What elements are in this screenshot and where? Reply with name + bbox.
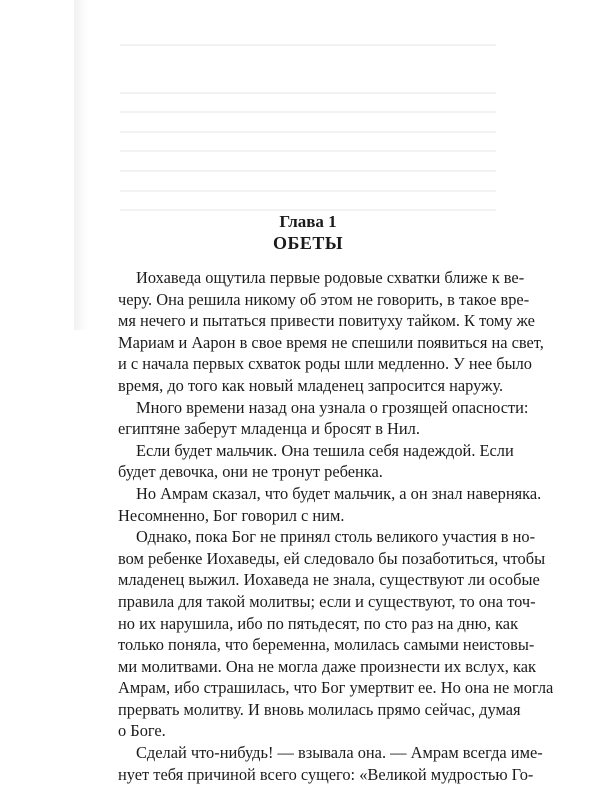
bleed-through-line xyxy=(120,92,496,94)
text-line: время, до того как новый младенец запросится наружу. xyxy=(118,375,504,395)
bleed-through-line xyxy=(120,190,496,192)
text-line: и с начала первых схваток роды шли медленно. У нее было xyxy=(118,354,533,374)
chapter-title: ОБЕТЫ xyxy=(272,233,344,253)
text-line: Иохаведа ощутила первые родовые схватки ближе к ве- xyxy=(136,268,525,287)
text-line: Много времени назад она узнала о грозящей опасности: xyxy=(136,397,529,417)
text-line: Амрам, ибо страшилась, что Бог умертвит ее. Но она не могла xyxy=(118,678,554,698)
text-line: ми молитвами. Она не могла даже произнести их вслух, как xyxy=(118,656,536,676)
text-line: о Боге. xyxy=(118,721,166,741)
bleed-through-line xyxy=(120,209,496,211)
body-text xyxy=(118,267,554,785)
text-line: Однако, пока Бог не принял столь великого участия в но- xyxy=(136,527,536,547)
text-line: Несомненно, Бог говорил с ним. xyxy=(118,505,345,525)
text-line: но их нарушила, ибо по пятьдесят, по сто раз на дню, как xyxy=(118,613,519,633)
text-line: египтяне заберут младенца и бросят в Нил. xyxy=(118,419,420,439)
bleed-through-line xyxy=(120,131,496,133)
text-line: Мариам и Аарон в свое время не спешили появиться на свет, xyxy=(118,332,544,352)
text-line: мя нечего и пытаться привести повитуху тайком. К тому же xyxy=(118,311,535,331)
text-line: младенец выжил. Иохаведа не знала, существуют ли особые xyxy=(118,570,540,590)
text-line: вом ребенке Иохаведы, ей следовало бы позаботиться, чтобы xyxy=(118,548,546,568)
text-line: черу. Она решила никому об этом не говорить, в такое вре- xyxy=(118,289,530,309)
page-gutter-shadow xyxy=(74,0,88,330)
bleed-through-line xyxy=(120,44,496,46)
text-line: будет девочка, они не тронут ребенка. xyxy=(118,462,383,482)
chapter-number: Глава 1 xyxy=(279,212,337,231)
bleed-through-line xyxy=(120,170,496,172)
text-line: Сделай что-нибудь! — взывала она. — Амрам всегда име- xyxy=(136,743,543,763)
text-line: Но Амрам сказал, что будет мальчик, а он знал наверняка. xyxy=(136,483,542,503)
text-line: только поняла, что беременна, молилась самыми неистовы- xyxy=(118,635,535,655)
text-line: прервать молитву. И вновь молилась прямо сейчас, думая xyxy=(118,699,521,719)
text-line: нует тебя причиной всего сущего: «Великой мудростью Го- xyxy=(118,764,534,784)
text-line: Если будет мальчик. Она тешила себя надеждой. Если xyxy=(136,440,514,460)
bleed-through-line xyxy=(120,150,496,152)
text-line: правила для такой молитвы; если и существуют, то она точ- xyxy=(118,591,536,611)
bleed-through-line xyxy=(120,111,496,113)
